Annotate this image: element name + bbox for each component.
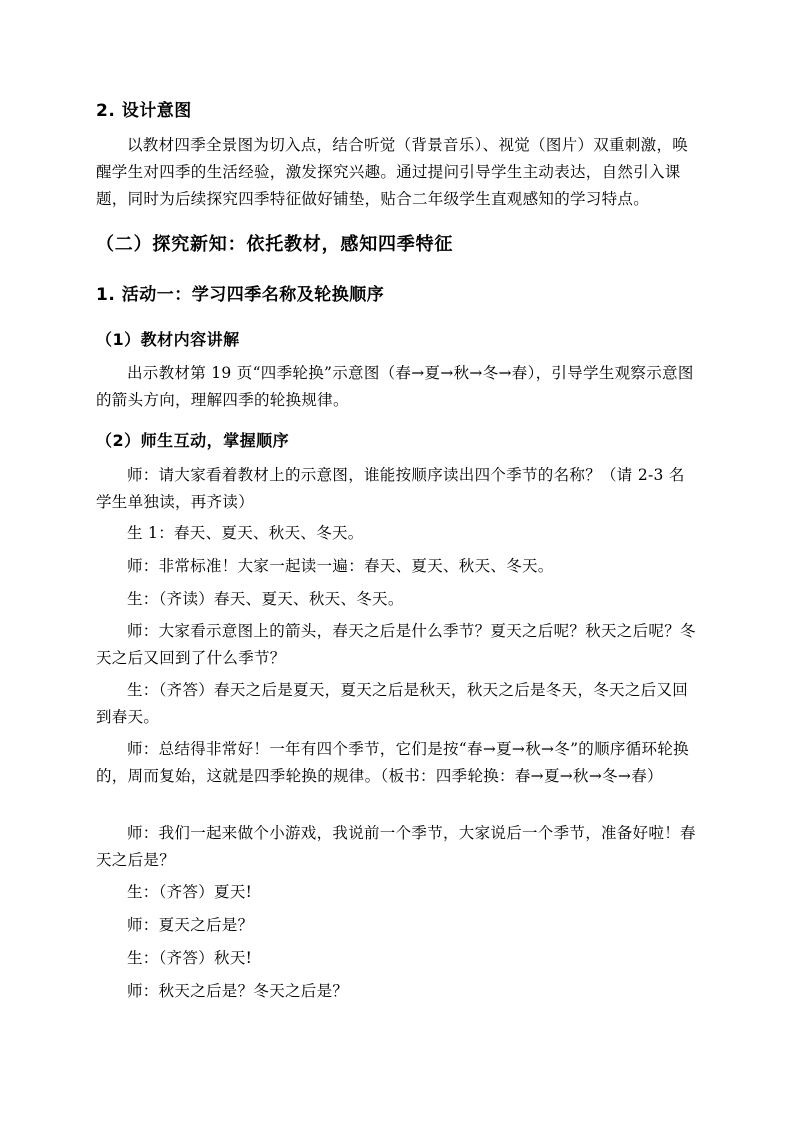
dialogue-line: 生 1：春天、夏天、秋天、冬天。 — [127, 524, 364, 542]
dialogue-line: 师：秋天之后是？冬天之后是？ — [127, 982, 349, 1000]
dialogue-line: 生：（齐答）秋天! — [127, 949, 253, 967]
dialogue-line: 生：（齐读）春天、夏天、秋天、冬天。 — [127, 590, 404, 608]
heading-textbook-explanation: （1）教材内容讲解 — [96, 330, 240, 349]
dialogue-line: 师：大家看示意图上的箭头，春天之后是什么季节？夏天之后呢？秋天之后呢？冬天之后又回到了什么季节？ — [96, 622, 696, 667]
dialogue-line: 师：夏天之后是？ — [127, 916, 254, 934]
heading-design-intent: 2. 设计意图 — [96, 101, 192, 121]
heading-section-explore: （二）探究新知：依托教材，感知四季特征 — [96, 234, 454, 255]
heading-interaction: （2）师生互动，掌握顺序 — [96, 431, 290, 450]
dialogue-line: 师：非常标准！大家一起读一遍：春天、夏天、秋天、冬天。 — [127, 557, 554, 575]
paragraph-textbook-explanation: 出示教材第 19 页“四季轮换”示意图（春→夏→秋→冬→春），引导学生观察示意图的箭头方向，理解四季的轮换规律。 — [96, 364, 694, 409]
heading-activity-one: 1. 活动一：学习四季名称及轮换顺序 — [96, 285, 385, 305]
dialogue-line: 生：（齐答）夏天! — [127, 883, 253, 901]
dialogue-line: 生：（齐答）春天之后是夏天，夏天之后是秋天，秋天之后是冬天，冬天之后又回到春天。 — [96, 681, 689, 726]
dialogue-line: 师：总结得非常好！一年有四个季节，它们是按“春→夏→秋→冬”的顺序循环轮换的，周而复始，这就是四季轮换的规律。（板书：四季轮换：春→夏→秋→冬→春） — [96, 740, 689, 785]
dialogue-line: 师：请大家看着教材上的示意图，谁能按顺序读出四个季节的名称？（请 2-3 名学生单独读，再齐读） — [96, 466, 685, 511]
dialogue-line: 师：我们一起来做个小游戏，我说前一个季节，大家说后一个季节，准备好啦！春天之后是？ — [96, 824, 696, 869]
paragraph-design-intent: 以教材四季全景图为切入点，结合听觉（背景音乐）、视觉（图片）双重刺激，唤醒学生对四季的生活经验，激发探究兴趣。通过提问引导学生主动表达，自然引入课题，同时为后续探究四季特征做好铺垫，贴合二年级学生直观感知的学习特点。 — [96, 136, 689, 208]
